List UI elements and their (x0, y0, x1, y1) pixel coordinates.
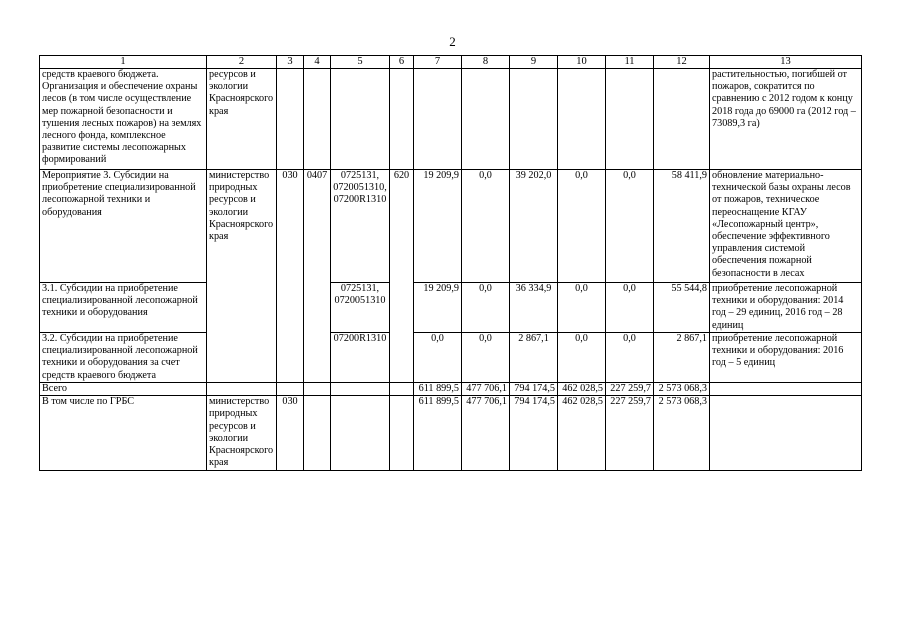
table-row (40, 333, 862, 383)
cell-value: 611 899,5 (414, 383, 462, 396)
cell-total: 2 867,1 (654, 333, 710, 383)
cell-total: 58 411,9 (654, 170, 710, 283)
cell-vr: 620 (390, 170, 414, 283)
cell-grbs: ресурсов и экологии Красноярского края (207, 69, 277, 170)
program-table (39, 55, 862, 471)
cell-empty (390, 333, 414, 383)
cell-empty (331, 383, 390, 396)
cell-empty (207, 333, 277, 383)
cell-empty (304, 396, 331, 471)
cell-value: 477 706,1 (462, 383, 510, 396)
cell-value: 611 899,5 (414, 396, 462, 471)
cell-value: 462 028,5 (558, 396, 606, 471)
cell-description: средств краевого бюджета. Организация и обеспечение охраны лесов (в том числе осуществление мер пожарной безопасности и тушения лесных пожаров) на землях лесного фонда, комплексное развитие системы лесопожарных формирований (40, 69, 207, 170)
cell-value: 0,0 (558, 170, 606, 283)
cell-csr: 0725131, 0720051310, 07200R1310 (331, 170, 390, 283)
col-header-7: 7 (414, 56, 462, 69)
table-row-total (40, 383, 862, 396)
cell-empty (331, 396, 390, 471)
cell-empty (710, 396, 862, 471)
cell-value: 0,0 (462, 283, 510, 333)
cell-empty (414, 69, 462, 170)
cell-description: 3.2. Субсидии на приобретение специализированной лесопожарной техники и оборудования за счет средств краевого бюджета (40, 333, 207, 383)
cell-value: 227 259,7 (606, 383, 654, 396)
cell-empty (304, 333, 331, 383)
cell-value: 794 174,5 (510, 396, 558, 471)
cell-description: Всего (40, 383, 207, 396)
cell-result: обновление материально-технической базы охраны лесов от пожаров, техническое переоснащение КГАУ «Лесопожарный центр», обеспечение эффективного управления системой обеспечения пожарной безопасности в лесах (710, 170, 862, 283)
cell-empty (462, 69, 510, 170)
cell-grbs-code: 030 (277, 396, 304, 471)
cell-empty (207, 383, 277, 396)
cell-result: приобретение лесопожарной техники и оборудования: 2016 год – 5 единиц (710, 333, 862, 383)
cell-total: 2 573 068,3 (654, 396, 710, 471)
cell-empty (390, 69, 414, 170)
cell-total: 55 544,8 (654, 283, 710, 333)
cell-empty (710, 383, 862, 396)
col-header-5: 5 (331, 56, 390, 69)
cell-empty (606, 69, 654, 170)
cell-rzpr: 0407 (304, 170, 331, 283)
cell-empty (277, 383, 304, 396)
cell-empty (510, 69, 558, 170)
cell-empty (390, 383, 414, 396)
cell-empty (558, 69, 606, 170)
cell-value: 0,0 (558, 333, 606, 383)
col-header-9: 9 (510, 56, 558, 69)
col-header-11: 11 (606, 56, 654, 69)
cell-value: 794 174,5 (510, 383, 558, 396)
col-header-3: 3 (277, 56, 304, 69)
cell-value: 39 202,0 (510, 170, 558, 283)
table-row (40, 170, 862, 283)
table-row (40, 283, 862, 333)
cell-empty (304, 69, 331, 170)
cell-description: 3.1. Субсидии на приобретение специализированной лесопожарной техники и оборудования (40, 283, 207, 333)
col-header-1: 1 (40, 56, 207, 69)
cell-csr: 07200R1310 (331, 333, 390, 383)
cell-grbs: министерство природных ресурсов и экологии Красноярского края (207, 170, 277, 283)
cell-result: приобретение лесопожарной техники и оборудования: 2014 год – 29 единиц, 2016 год – 28 единиц (710, 283, 862, 333)
page-number: 2 (449, 34, 456, 49)
cell-value: 36 334,9 (510, 283, 558, 333)
col-header-8: 8 (462, 56, 510, 69)
cell-value: 19 209,9 (414, 283, 462, 333)
cell-value: 227 259,7 (606, 396, 654, 471)
cell-total: 2 573 068,3 (654, 383, 710, 396)
header-row (40, 56, 862, 69)
cell-empty (277, 283, 304, 333)
col-header-4: 4 (304, 56, 331, 69)
cell-value: 0,0 (606, 333, 654, 383)
cell-empty (390, 396, 414, 471)
cell-empty (390, 283, 414, 333)
cell-grbs-code: 030 (277, 170, 304, 283)
cell-csr: 0725131, 0720051310 (331, 283, 390, 333)
cell-value: 2 867,1 (510, 333, 558, 383)
cell-value: 19 209,9 (414, 170, 462, 283)
table-row-grbs (40, 396, 862, 471)
cell-empty (304, 283, 331, 333)
cell-description: В том числе по ГРБС (40, 396, 207, 471)
table-row (40, 69, 862, 170)
col-header-2: 2 (207, 56, 277, 69)
col-header-12: 12 (654, 56, 710, 69)
cell-empty (331, 69, 390, 170)
cell-empty (654, 69, 710, 170)
cell-value: 0,0 (606, 283, 654, 333)
cell-value: 0,0 (606, 170, 654, 283)
cell-value: 477 706,1 (462, 396, 510, 471)
cell-grbs: министерство природных ресурсов и экологии Красноярского края (207, 396, 277, 471)
cell-value: 0,0 (462, 170, 510, 283)
cell-value: 462 028,5 (558, 383, 606, 396)
col-header-6: 6 (390, 56, 414, 69)
col-header-10: 10 (558, 56, 606, 69)
col-header-13: 13 (710, 56, 862, 69)
cell-empty (207, 283, 277, 333)
cell-value: 0,0 (462, 333, 510, 383)
cell-value: 0,0 (414, 333, 462, 383)
cell-empty (304, 383, 331, 396)
cell-description: Мероприятие 3. Субсидии на приобретение специализированной лесопожарной техники и оборудования (40, 170, 207, 283)
cell-result: растительностью, погибшей от пожаров, сократится по сравнению с 2012 годом к концу 2018 года до 69000 га (2012 год – 73089,3 га) (710, 69, 862, 170)
cell-value: 0,0 (558, 283, 606, 333)
cell-empty (277, 69, 304, 170)
cell-empty (277, 333, 304, 383)
